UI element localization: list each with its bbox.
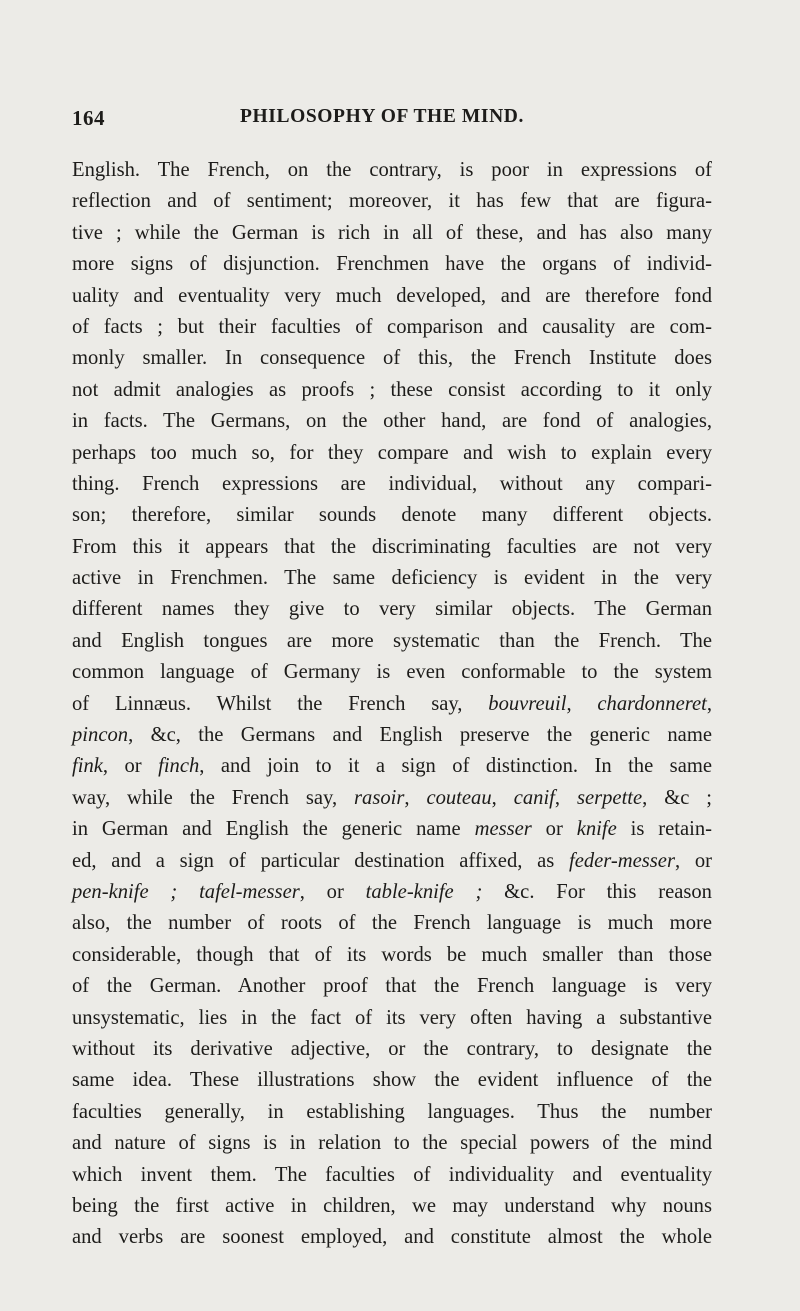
text-run: also, the number of roots of the French language is much more — [72, 912, 712, 935]
text-line — [72, 155, 712, 186]
text-line — [72, 971, 712, 1002]
text-line — [72, 940, 712, 971]
text-line — [72, 877, 712, 908]
text-run: , — [404, 786, 427, 809]
text-line — [72, 438, 712, 469]
text-run: being the first active in children, we may understand why nouns — [72, 1194, 712, 1217]
text-run: ed, and a sign of particular destination affixed, as — [72, 849, 569, 872]
text-line — [72, 846, 712, 877]
text-run: English. The French, on the contrary, is poor in expressions of — [72, 159, 712, 181]
text-run: perhaps too much so, for they compare and wish to explain every — [72, 441, 712, 464]
text-run: of Linnæus. Whilst the French say, — [72, 692, 489, 715]
italic-text-run: couteau — [426, 786, 492, 809]
text-run: , — [554, 786, 577, 809]
text-line — [72, 532, 712, 563]
text-run: and nature of signs is in relation to the special powers of the mind — [72, 1132, 712, 1155]
italic-text-run: chardonneret — [597, 692, 707, 715]
text-line — [72, 1034, 712, 1065]
text-run: , &c, the Germans and English preserve the generic name — [128, 724, 712, 747]
italic-text-run: pen-knife ; tafel-messer — [72, 880, 300, 903]
text-line — [72, 500, 712, 531]
text-run: considerable, though that of its words be much smaller than those — [72, 943, 712, 966]
text-line — [72, 814, 712, 845]
text-line — [72, 626, 712, 657]
text-run: and English tongues are more systematic than the French. The — [72, 629, 712, 652]
text-run: , — [706, 692, 712, 715]
text-line — [72, 469, 712, 500]
text-run: which invent them. The faculties of individuality and eventuality — [72, 1163, 712, 1186]
text-line — [72, 563, 712, 594]
text-run: not admit analogies as proofs ; these consist according to it only — [72, 378, 712, 401]
text-line — [72, 218, 712, 249]
text-run: , or — [299, 880, 366, 903]
text-line — [72, 1003, 712, 1034]
text-run: monly smaller. In consequence of this, the French Institute does — [72, 347, 712, 370]
text-run: thing. French expressions are individual, without any compari- — [72, 472, 712, 495]
text-run: and verbs are soonest employed, and constitute almost the whole — [72, 1226, 712, 1249]
italic-text-run: feder-messer — [569, 849, 675, 872]
text-line — [72, 751, 712, 782]
text-line — [72, 406, 712, 437]
text-run: faculties generally, in establishing languages. Thus the number — [72, 1100, 712, 1123]
text-line — [72, 657, 712, 688]
text-run: way, while the French say, — [72, 786, 355, 809]
text-run: , — [566, 692, 598, 715]
italic-text-run: knife — [576, 818, 617, 841]
text-line — [72, 594, 712, 625]
text-run: tive ; while the German is rich in all of these, and has also many — [72, 221, 712, 244]
text-run: or — [531, 818, 577, 841]
text-line — [72, 343, 712, 374]
running-head — [72, 106, 708, 136]
text-run: , or — [674, 849, 712, 872]
text-run: , — [491, 786, 514, 809]
text-line — [72, 689, 712, 720]
text-run: From this it appears that the discriminating faculties are not very — [72, 535, 712, 558]
text-line — [72, 1160, 712, 1191]
italic-text-run: serpette — [576, 786, 643, 809]
text-line — [72, 720, 712, 751]
text-line — [72, 1191, 712, 1222]
text-run: same idea. These illustrations show the evident influence of the — [72, 1069, 712, 1092]
text-run: common language of Germany is even conformable to the system — [72, 661, 712, 684]
text-run: more signs of disjunction. Frenchmen have the organs of individ- — [72, 253, 712, 276]
italic-text-run: rasoir — [354, 786, 405, 809]
italic-text-run: canif — [513, 786, 555, 809]
text-run: reflection and of sentiment; moreover, it has few that are figura- — [72, 190, 712, 213]
italic-text-run: finch — [158, 755, 200, 778]
italic-text-run: messer — [474, 818, 532, 841]
text-run: in German and English the generic name — [72, 818, 475, 841]
text-line — [72, 783, 712, 814]
text-run: , &c ; — [642, 786, 713, 809]
text-run: without its derivative adjective, or the contrary, to designate the — [72, 1037, 712, 1060]
italic-text-run: bouvreuil — [488, 692, 567, 715]
italic-text-run: pincon — [72, 724, 129, 747]
italic-text-run: table-knife ; — [365, 880, 483, 903]
page-number: 164 — [72, 106, 105, 130]
text-run: , and join to it a sign of distinction. In the same — [199, 755, 712, 778]
text-line — [72, 249, 712, 280]
text-line — [72, 1097, 712, 1128]
text-run: unsystematic, lies in the fact of its very often having a substantive — [72, 1006, 712, 1029]
text-line — [72, 1222, 712, 1253]
text-line — [72, 908, 712, 939]
text-line — [72, 281, 712, 312]
text-run: &c. For this reason — [482, 880, 712, 903]
text-run: of the German. Another proof that the French language is very — [72, 975, 712, 998]
text-line — [72, 1128, 712, 1159]
text-run: of facts ; but their faculties of comparison and causality are com- — [72, 315, 712, 338]
text-line — [72, 312, 712, 343]
running-title: PHILOSOPHY OF THE MIND. — [240, 106, 524, 127]
text-run: uality and eventuality very much developed, and are therefore fond — [72, 284, 712, 307]
text-line — [72, 375, 712, 406]
text-line — [72, 186, 712, 217]
text-run: active in Frenchmen. The same deficiency is evident in the very — [72, 567, 712, 590]
text-run: is retain- — [616, 818, 712, 841]
text-run: son; therefore, similar sounds denote many different objects. — [72, 504, 712, 527]
text-line — [72, 1065, 712, 1096]
italic-text-run: fink — [72, 755, 103, 778]
body-text — [72, 155, 712, 1254]
text-run: in facts. The Germans, on the other hand, are fond of analogies, — [72, 410, 712, 433]
text-run: , or — [102, 755, 159, 778]
text-run: different names they give to very similar objects. The German — [72, 598, 712, 621]
